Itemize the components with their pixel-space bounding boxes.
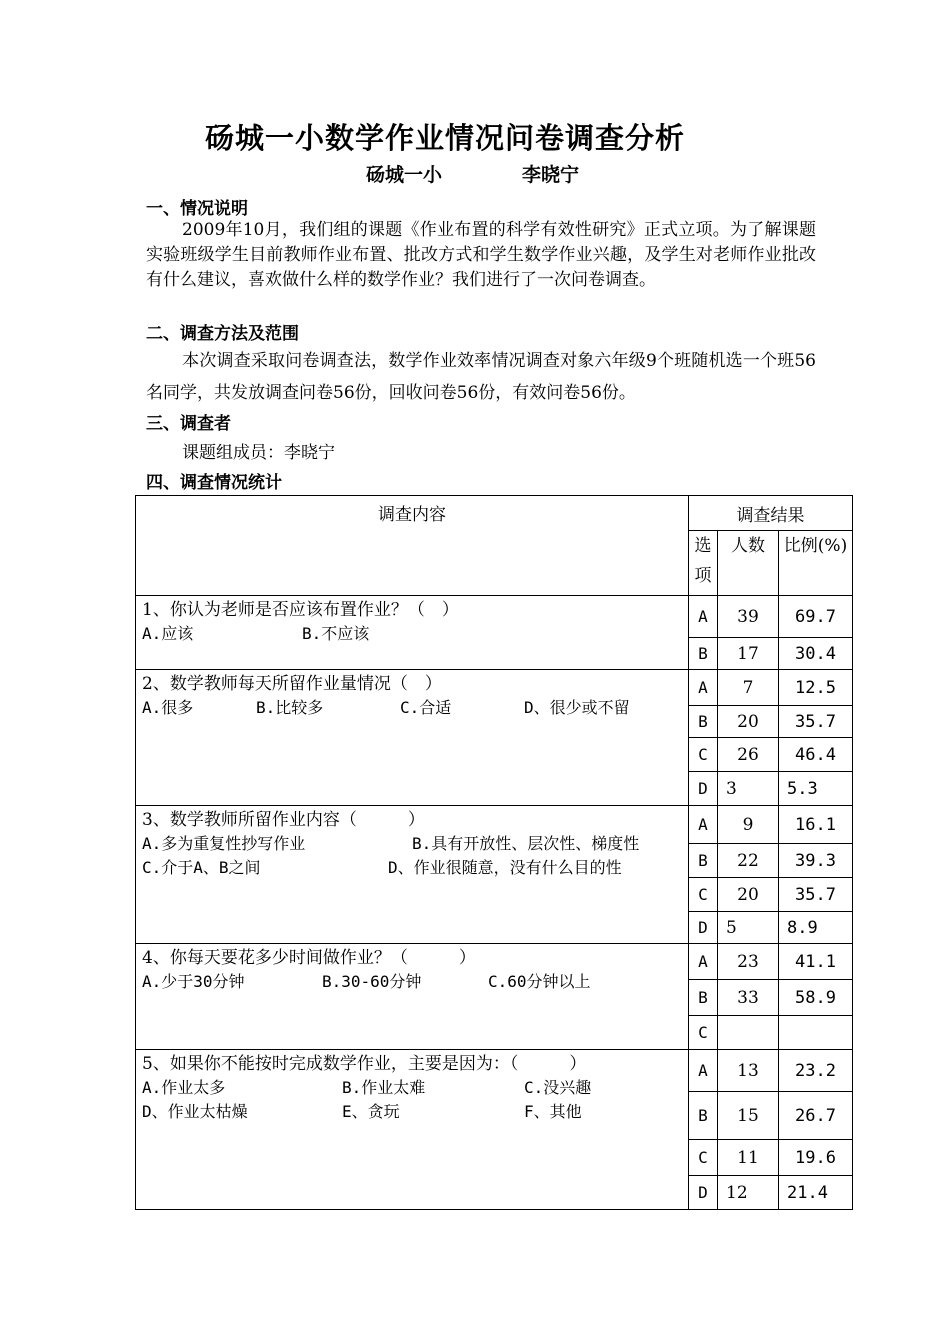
table-row bbox=[136, 806, 853, 844]
count-value: 7 bbox=[718, 670, 779, 706]
ratio-value: 16.1 bbox=[779, 806, 853, 844]
option-label: B bbox=[689, 706, 718, 738]
ratio-value bbox=[779, 1016, 853, 1050]
question-4 bbox=[136, 944, 689, 1050]
count-value: 17 bbox=[718, 638, 779, 670]
option-label: C bbox=[689, 878, 718, 912]
ratio-value: 8.9 bbox=[779, 912, 853, 944]
question-option-text: A.很多 bbox=[142, 698, 194, 717]
option-label: A bbox=[689, 670, 718, 706]
count-value: 39 bbox=[718, 596, 779, 638]
survey-table bbox=[135, 495, 853, 1210]
option-label: B bbox=[689, 844, 718, 878]
option-label: D bbox=[689, 1176, 718, 1210]
ratio-value: 35.7 bbox=[779, 878, 853, 912]
question-option-text: C.合适 bbox=[400, 698, 452, 717]
option-label: C bbox=[689, 1140, 718, 1176]
ratio-value: 58.9 bbox=[779, 980, 853, 1016]
count-value: 23 bbox=[718, 944, 779, 980]
header-ratio: 比例(%) bbox=[779, 531, 853, 596]
table-row bbox=[136, 1050, 853, 1092]
section-3-heading: 三、调查者 bbox=[146, 414, 231, 434]
ratio-value: 19.6 bbox=[779, 1140, 853, 1176]
question-2 bbox=[136, 670, 689, 806]
question-option-text: D、作业太枯燥 bbox=[142, 1102, 248, 1121]
question-options bbox=[142, 970, 682, 994]
question-options bbox=[142, 696, 682, 720]
question-option-text: D、很少或不留 bbox=[524, 698, 630, 717]
option-label: D bbox=[689, 912, 718, 944]
count-value: 20 bbox=[718, 706, 779, 738]
count-value: 11 bbox=[718, 1140, 779, 1176]
question-options bbox=[142, 832, 682, 856]
question-title: 3、数学教师所留作业内容（ ） bbox=[142, 810, 425, 830]
option-label: C bbox=[689, 1016, 718, 1050]
ratio-value: 23.2 bbox=[779, 1050, 853, 1092]
header-option: 选项 bbox=[689, 531, 718, 596]
table-row bbox=[136, 944, 853, 980]
ratio-value: 26.7 bbox=[779, 1092, 853, 1140]
ratio-value: 39.3 bbox=[779, 844, 853, 878]
question-title: 4、你每天要花多少时间做作业？（ ） bbox=[142, 948, 476, 968]
question-title: 1、你认为老师是否应该布置作业？（ ） bbox=[142, 600, 459, 620]
option-label: A bbox=[689, 806, 718, 844]
question-option-text: B.比较多 bbox=[256, 698, 324, 717]
header-count: 人数 bbox=[718, 531, 779, 596]
header-content: 调查内容 bbox=[136, 496, 689, 596]
question-title: 2、数学教师每天所留作业量情况（ ） bbox=[142, 674, 442, 694]
section-2-body: 本次调查采取问卷调查法，数学作业效率情况调查对象六年级9个班随机选一个班56名同学，共发放调查问卷56份，回收问卷56份，有效问卷56份。 bbox=[146, 351, 816, 403]
question-option-text: B.具有开放性、层次性、梯度性 bbox=[412, 834, 640, 853]
section-3-text: 课题组成员：李晓宁 bbox=[182, 443, 335, 463]
section-4-heading: 四、调查情况统计 bbox=[146, 473, 282, 493]
count-value: 5 bbox=[718, 912, 779, 944]
count-value: 9 bbox=[718, 806, 779, 844]
section-1-heading: 一、情况说明 bbox=[146, 199, 248, 219]
table-row bbox=[136, 670, 853, 706]
question-1 bbox=[136, 596, 689, 670]
question-option-text: C.没兴趣 bbox=[524, 1078, 592, 1097]
question-5 bbox=[136, 1050, 689, 1210]
ratio-value: 12.5 bbox=[779, 670, 853, 706]
ratio-value: 30.4 bbox=[779, 638, 853, 670]
question-option-text: B.30-60分钟 bbox=[322, 972, 422, 991]
ratio-value: 69.7 bbox=[779, 596, 853, 638]
count-value: 12 bbox=[718, 1176, 779, 1210]
count-value: 33 bbox=[718, 980, 779, 1016]
table-row bbox=[136, 596, 853, 638]
count-value bbox=[718, 1016, 779, 1050]
count-value: 15 bbox=[718, 1092, 779, 1140]
ratio-value: 35.7 bbox=[779, 706, 853, 738]
byline bbox=[0, 160, 950, 186]
question-option-text: B.不应该 bbox=[302, 624, 370, 643]
question-options bbox=[142, 622, 682, 646]
question-options bbox=[142, 856, 682, 880]
section-1-text bbox=[146, 218, 816, 293]
section-2-text bbox=[146, 345, 816, 409]
question-options bbox=[142, 1100, 682, 1124]
question-option-text: F、其他 bbox=[524, 1102, 582, 1121]
question-option-text: A.作业太多 bbox=[142, 1078, 226, 1097]
ratio-value: 21.4 bbox=[779, 1176, 853, 1210]
option-label: C bbox=[689, 738, 718, 772]
option-label: D bbox=[689, 772, 718, 806]
option-label: B bbox=[689, 980, 718, 1016]
byline-author: 李晓宁 bbox=[522, 164, 580, 186]
question-option-text: C.介于A、B之间 bbox=[142, 858, 261, 877]
question-option-text: C.60分钟以上 bbox=[488, 972, 591, 991]
ratio-value: 41.1 bbox=[779, 944, 853, 980]
question-option-text: B.作业太难 bbox=[342, 1078, 426, 1097]
count-value: 26 bbox=[718, 738, 779, 772]
section-2-heading: 二、调查方法及范围 bbox=[146, 324, 299, 344]
ratio-value: 5.3 bbox=[779, 772, 853, 806]
count-value: 3 bbox=[718, 772, 779, 806]
question-option-text: A.应该 bbox=[142, 624, 194, 643]
option-label: B bbox=[689, 638, 718, 670]
question-options bbox=[142, 1076, 682, 1100]
section-1-body: 2009年10月，我们组的课题《作业布置的科学有效性研究》正式立项。为了解课题实验班级学生目前教师作业布置、批改方式和学生数学作业兴趣，及学生对老师作业批改有什么建议，喜欢做什么样的数学作业？我们进行了一次问卷调查。 bbox=[146, 220, 816, 290]
ratio-value: 46.4 bbox=[779, 738, 853, 772]
option-label: A bbox=[689, 944, 718, 980]
count-value: 20 bbox=[718, 878, 779, 912]
option-label: A bbox=[689, 596, 718, 638]
count-value: 22 bbox=[718, 844, 779, 878]
question-3 bbox=[136, 806, 689, 944]
byline-school: 砀城一小 bbox=[366, 164, 443, 186]
option-label: A bbox=[689, 1050, 718, 1092]
question-option-text: E、贪玩 bbox=[342, 1102, 400, 1121]
document-title: 砀城一小数学作业情况问卷调查分析 bbox=[204, 121, 685, 155]
question-option-text: A.少于30分钟 bbox=[142, 972, 245, 991]
question-option-text: D、作业很随意，没有什么目的性 bbox=[388, 858, 622, 877]
question-title: 5、如果你不能按时完成数学作业，主要是因为：（ ） bbox=[142, 1054, 587, 1074]
header-result: 调查结果 bbox=[689, 496, 853, 531]
count-value: 13 bbox=[718, 1050, 779, 1092]
question-option-text: A.多为重复性抄写作业 bbox=[142, 834, 306, 853]
option-label: B bbox=[689, 1092, 718, 1140]
